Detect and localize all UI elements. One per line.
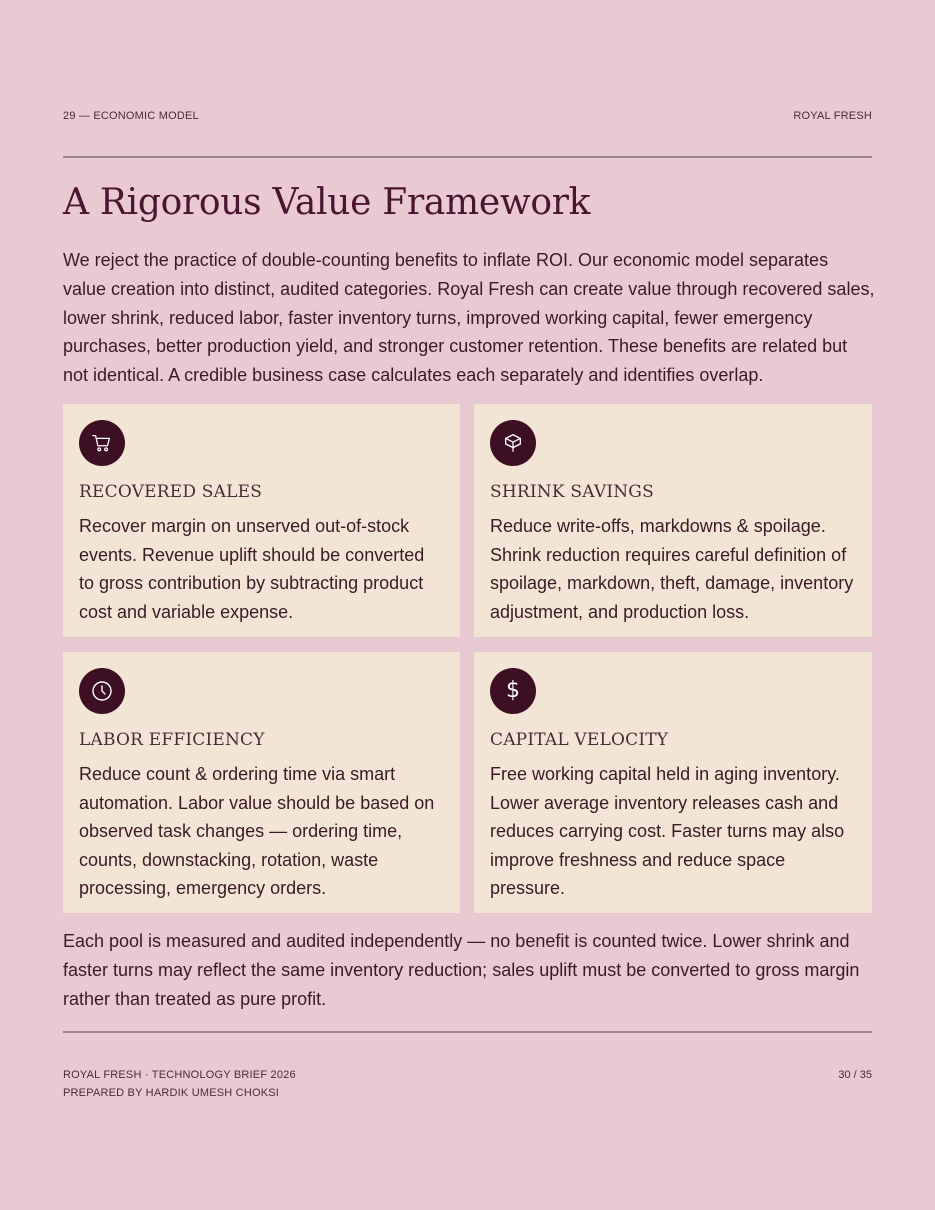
box-icon <box>490 420 536 466</box>
footer-line-2: PREPARED BY HARDIK UMESH CHOKSI <box>63 1087 280 1099</box>
card-title: SHRINK SAVINGS <box>490 482 654 502</box>
running-header <box>63 110 872 122</box>
card-title: CAPITAL VELOCITY <box>490 730 669 750</box>
card-body: Free working capital held in aging inventory. Lower average inventory releases cash and reduces carrying cost. Faster turns may also improve freshness and reduce space pressure. <box>490 764 845 898</box>
card-title: LABOR EFFICIENCY <box>79 730 265 750</box>
intro-paragraph: We reject the practice of double-counting benefits to inflate ROI. Our economic model separates value creation into distinct, audited categories. Royal Fresh can create value through recovered sales, lower shrink, reduced labor, faster inventory turns, improved working capital, fewer emergency purchases, better production yield, and stronger customer retention. These benefits are related but not identical. A credible business case calculates each separately and identifies overlap. <box>63 250 875 386</box>
page-title: A Rigorous Value Framework <box>63 182 591 223</box>
card-title: RECOVERED SALES <box>79 482 263 502</box>
footer-divider <box>63 1031 872 1033</box>
section-label: 29 — ECONOMIC MODEL <box>63 110 199 122</box>
card-body: Recover margin on unserved out-of-stock events. Revenue uplift should be converted to gross contribution by subtracting product cost and variable expense. <box>79 516 425 622</box>
shopping-cart-icon <box>79 420 125 466</box>
card-recovered-sales <box>63 404 460 637</box>
footer-line-1: ROYAL FRESH · TECHNOLOGY BRIEF 2026 <box>63 1069 296 1081</box>
card-body: Reduce count & ordering time via smart automation. Labor value should be based on observed task changes — ordering time, counts, downstacking, rotation, waste processing, emergency orders. <box>79 764 435 898</box>
brand-label: ROYAL FRESH <box>793 110 872 122</box>
card-capital-velocity <box>474 652 872 913</box>
card-body: Reduce write-offs, markdowns & spoilage. Shrink reduction requires careful definition of spoilage, markdown, theft, damage, inventory adjustment, and production loss. <box>490 516 854 622</box>
closing-paragraph: Each pool is measured and audited independently — no benefit is counted twice. Lower shrink and faster turns may reflect the same inventory reduction; sales uplift must be converted to gross margin rather than treated as pure profit. <box>63 931 860 1009</box>
card-labor-efficiency <box>63 652 460 913</box>
header-divider <box>63 156 872 158</box>
page-number: 30 / 35 <box>838 1069 872 1081</box>
clock-icon <box>79 668 125 714</box>
footer-credits <box>63 1066 296 1102</box>
card-shrink-savings <box>474 404 872 637</box>
dollar-glyph: $ <box>506 678 520 703</box>
dollar-icon <box>490 668 536 714</box>
